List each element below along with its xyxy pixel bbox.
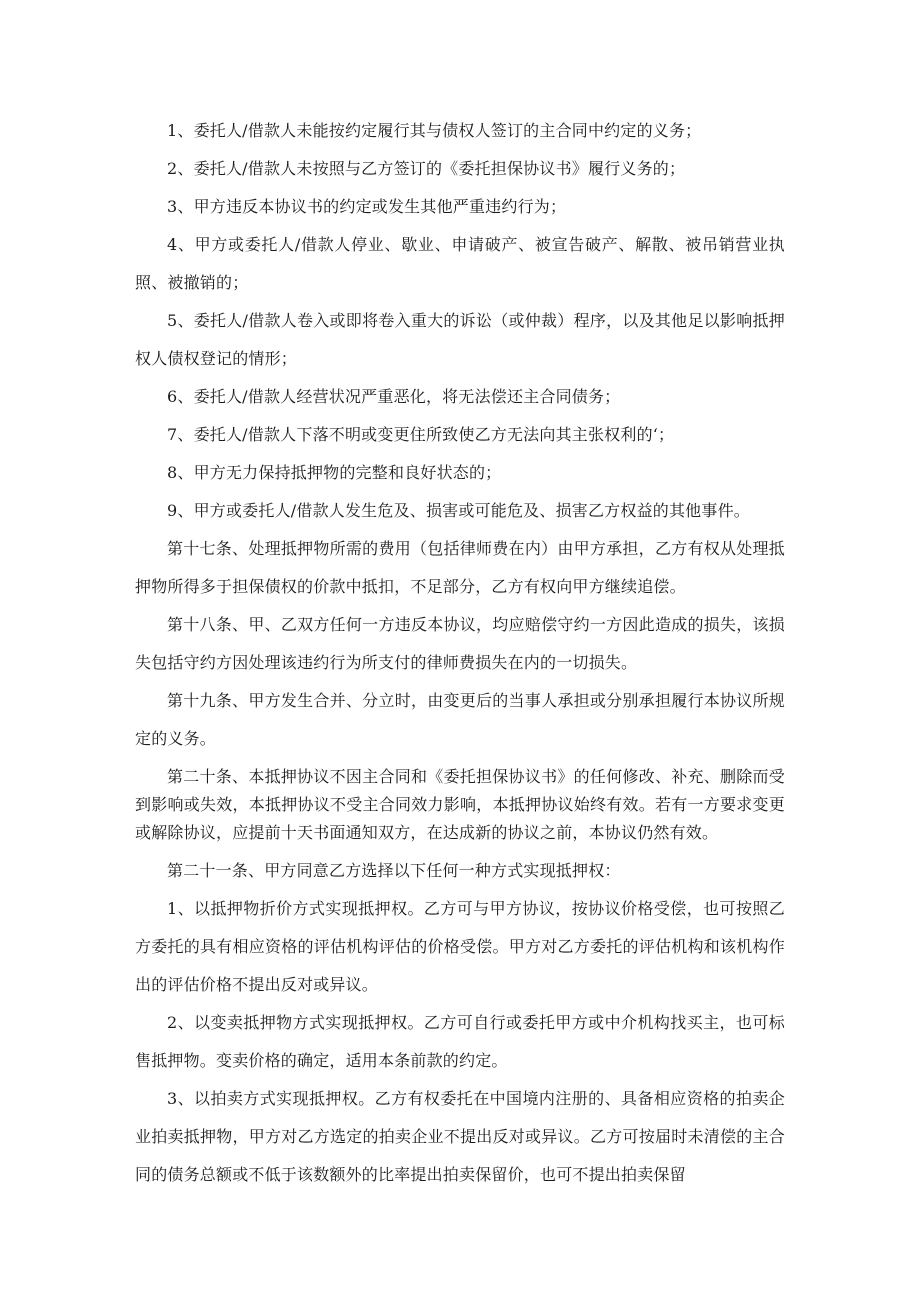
clause-item-2: 2、委托人/借款人未按照与乙方签订的《委托担保协议书》履行义务的； bbox=[167, 159, 686, 178]
article-18: 第十八条、甲、乙双方任何一方违反本协议，均应赔偿守约一方因此造成的损失，该损失包括守约方因处理该违约行为所支付的律师费损失在内的一切损失。 bbox=[135, 615, 785, 672]
article-19: 第十九条、甲方发生合并、分立时，由变更后的当事人承担或分别承担履行本协议所规定的义务。 bbox=[135, 691, 785, 748]
article-20: 第二十条、本抵押协议不因主合同和《委托担保协议书》的任何修改、补充、删除而受到影响或失效，本抵押协议不受主合同效力影响，本抵押协议始终有效。若有一方要求变更或解除协议，应提前十天书面通知双方，在达成新的协议之前，本协议仍然有效。 bbox=[135, 767, 785, 842]
clause-item-7: 7、委托人/借款人下落不明或变更住所致使乙方无法向其主张权利的‘； bbox=[167, 425, 675, 444]
document-body bbox=[135, 112, 785, 1194]
clause-item-8: 8、甲方无力保持抵押物的完整和良好状态的； bbox=[167, 463, 502, 482]
clause-item-1: 1、委托人/借款人未能按约定履行其与债权人签订的主合同中约定的义务； bbox=[167, 121, 702, 140]
article-21: 第二十一条、甲方同意乙方选择以下任何一种方式实现抵押权： bbox=[167, 861, 621, 880]
clause-item-3: 3、甲方违反本协议书的约定或发生其他严重违约行为； bbox=[167, 197, 567, 216]
clause-item-6: 6、委托人/借款人经营状况严重恶化，将无法偿还主合同债务； bbox=[167, 387, 621, 406]
article-21-method-2: 2、以变卖抵押物方式实现抵押权。乙方可自行或委托甲方或中介机构找买主，也可标售抵押物。变卖价格的确定，适用本条前款的约定。 bbox=[135, 1013, 785, 1070]
clause-item-9: 9、甲方或委托人/借款人发生危及、损害或可能危及、损害乙方权益的其他事件。 bbox=[167, 501, 750, 520]
clause-item-4: 4、甲方或委托人/借款人停业、歇业、申请破产、被宣告破产、解散、被吊销营业执照、被撤销的； bbox=[135, 235, 785, 292]
article-21-method-1: 1、以抵押物折价方式实现抵押权。乙方可与甲方协议，按协议价格受偿，也可按照乙方委托的具有相应资格的评估机构评估的价格受偿。甲方对乙方委托的评估机构和该机构作出的评估价格不提出反对或异议。 bbox=[135, 899, 785, 994]
article-17: 第十七条、处理抵押物所需的费用（包括律师费在内）由甲方承担，乙方有权从处理抵押物所得多于担保债权的价款中抵扣，不足部分，乙方有权向甲方继续追偿。 bbox=[135, 539, 785, 596]
clause-item-5: 5、委托人/借款人卷入或即将卷入重大的诉讼（或仲裁）程序，以及其他足以影响抵押权人债权登记的情形； bbox=[135, 311, 785, 368]
article-21-method-3: 3、以拍卖方式实现抵押权。乙方有权委托在中国境内注册的、具备相应资格的拍卖企业拍卖抵押物，甲方对乙方选定的拍卖企业不提出反对或异议。乙方可按届时未清偿的主合同的债务总额或不低于该数额外的比率提出拍卖保留价，也可不提出拍卖保留 bbox=[135, 1089, 785, 1184]
